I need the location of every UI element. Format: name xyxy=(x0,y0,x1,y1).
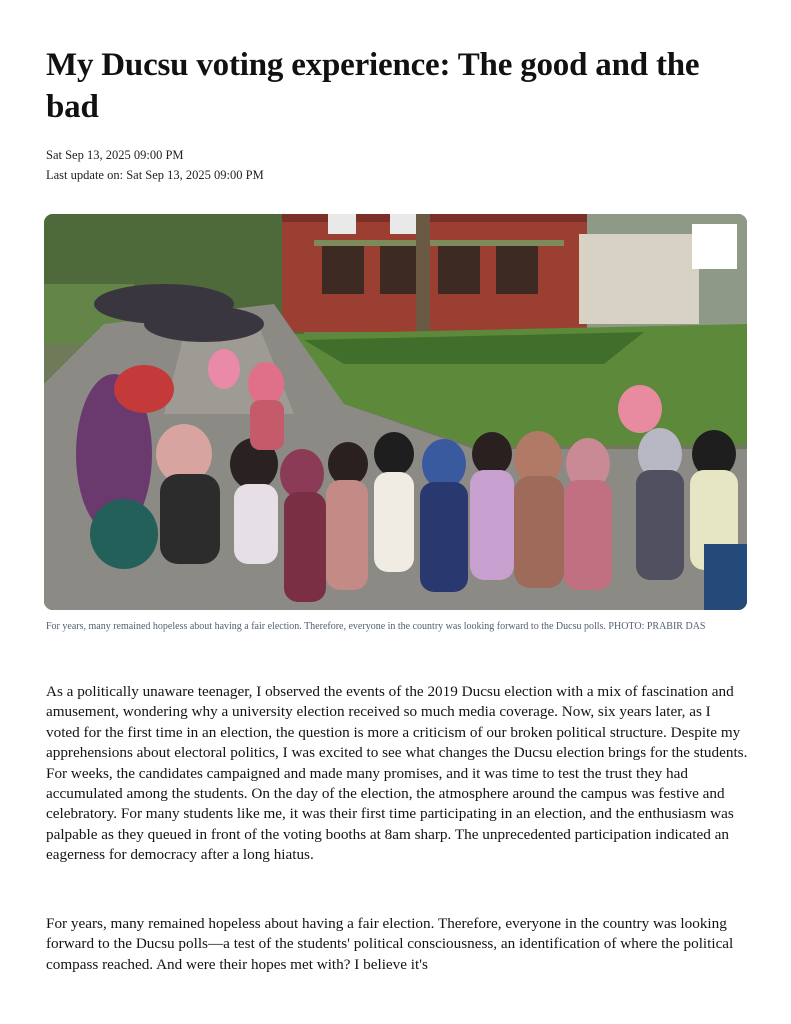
last-update-date: Last update on: Sat Sep 13, 2025 09:00 PM xyxy=(46,168,264,182)
article-paragraph: As a politically unaware teenager, I observed the events of the 2019 Ducsu election with a mix of fascination and amusement, wondering why a university election received so much media coverage. Now, six years later, as I voted for the first time in an election, the question is more a criticism of our broken political structure. Despite my apprehensions about electoral politics, I was excited to see what changes the Ducsu election brings for the students. For weeks, the candidates campaigned and made many promises, and it was time to test the trust they had accumulated among the students. On the day of the election, the atmosphere around the campus was festive and celebratory. For many students like me, it was their first time participating in an election, and the enthusiasm was palpable as they queued in front of the voting booths at 8am sharp. The unprecedented participation indicated an eagerness for democracy after a long hiatus. xyxy=(46,683,748,864)
photo-caption: For years, many remained hopeless about having a fair election. Therefore, everyone in the country was looking forward to the Ducsu polls. PHOTO: PRABIR DAS xyxy=(46,621,706,632)
article-photo xyxy=(44,214,747,610)
article-paragraph: For years, many remained hopeless about having a fair election. Therefore, everyone in the country was looking forward to the Ducsu polls—a test of the students' political consciousness, an identification of where the political compass reached. And were their hopes met with? I believe it's xyxy=(46,915,734,973)
publish-date: Sat Sep 13, 2025 09:00 PM xyxy=(46,148,184,162)
voters-queue-illustration xyxy=(44,214,747,610)
article-headline: My Ducsu voting experience: The good and the bad xyxy=(46,47,700,125)
